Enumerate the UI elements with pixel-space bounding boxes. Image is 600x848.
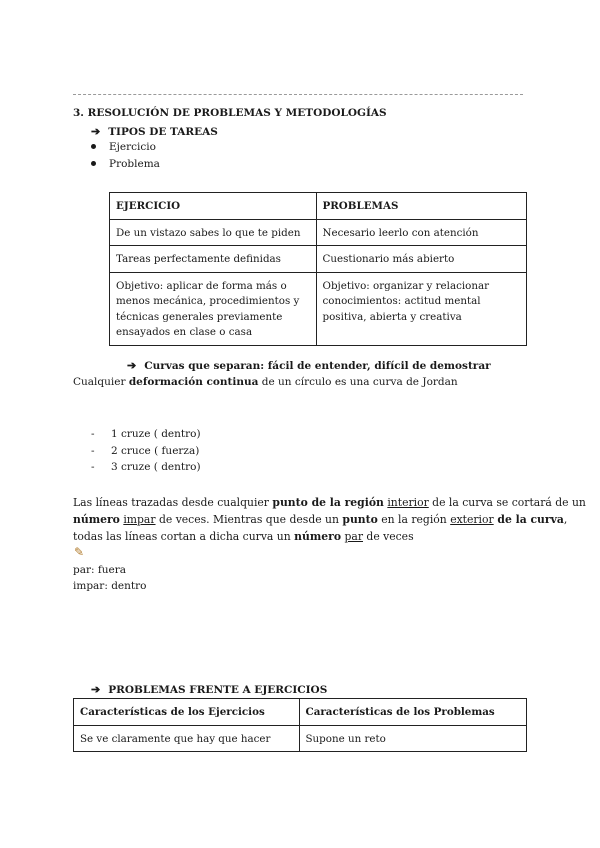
table-ejercicio-problemas xyxy=(109,192,527,346)
table-cell: Se ve claramente que hay que hacer xyxy=(74,725,300,752)
list-item-text: 2 cruce ( fuerza) xyxy=(111,445,200,457)
table-cell: Necesario leerlo con atención xyxy=(316,219,527,246)
table-cell: Objetivo: organizar y relacionar conocimientos: actitud mental positiva, abierta y creativa xyxy=(316,272,527,345)
bullet-text: Ejercicio xyxy=(109,141,156,153)
text-underlined: par xyxy=(344,530,363,543)
dashed-divider xyxy=(73,94,523,95)
text-bold: punto xyxy=(342,513,378,526)
table-cell: Objetivo: aplicar de forma más o menos mecánica, procedimientos y técnicas generales previamente ensayados en clase o casa xyxy=(110,272,317,345)
list-item-text: 1 cruze ( dentro) xyxy=(111,428,201,440)
bullet-item xyxy=(91,158,160,170)
dash-marker: - xyxy=(91,445,95,457)
jordan-line xyxy=(73,376,458,388)
text-bold: número xyxy=(294,530,342,543)
text-run: todas las líneas cortan a dicha curva un xyxy=(73,530,295,543)
dash-marker: - xyxy=(91,461,95,473)
text-bold: de la curva xyxy=(493,513,564,526)
table-header-cell: Características de los Ejercicios xyxy=(74,699,300,726)
paragraph-line-2 xyxy=(73,511,567,528)
table-row xyxy=(110,219,527,246)
bullet-dot-icon xyxy=(91,161,96,166)
table-row xyxy=(110,246,527,273)
text-run: Cualquier xyxy=(73,376,129,388)
bullet-item xyxy=(91,141,156,153)
curves-heading xyxy=(127,359,491,372)
text-bold: deformación continua xyxy=(128,376,259,388)
dash-marker: - xyxy=(91,428,95,440)
table-header-cell: EJERCICIO xyxy=(110,193,317,220)
text-underlined: interior xyxy=(387,496,429,509)
text-bold: punto de la región xyxy=(272,496,384,509)
section2-heading-text: PROBLEMAS FRENTE A EJERCICIOS xyxy=(108,684,328,696)
table-caracteristicas xyxy=(73,698,527,752)
table-cell: De un vistazo sabes lo que te piden xyxy=(110,219,317,246)
table-cell: Tareas perfectamente definidas xyxy=(110,246,317,273)
text-run: de un círculo es una curva de Jordan xyxy=(258,376,458,388)
table-header-row xyxy=(74,699,527,726)
text-bold: número xyxy=(73,513,120,526)
curves-heading-text: Curvas que separan: fácil de entender, difícil de demostrar xyxy=(144,360,491,372)
text-run: de la curva se cortará de un xyxy=(428,496,586,509)
text-run: en la región xyxy=(377,513,451,526)
arrow-icon: ➔ xyxy=(91,125,101,138)
table-cell: Supone un reto xyxy=(299,725,527,752)
paragraph-line-1 xyxy=(73,494,586,511)
note-par: par: fuera xyxy=(73,564,127,576)
section2-heading xyxy=(91,683,327,696)
list-item xyxy=(91,445,199,457)
table-row xyxy=(110,272,527,345)
arrow-icon: ➔ xyxy=(127,359,137,372)
section-heading: 3. RESOLUCIÓN DE PROBLEMAS Y METODOLOGÍAS xyxy=(73,107,387,119)
paragraph-line-3 xyxy=(73,528,414,545)
bullet-text: Problema xyxy=(109,158,160,170)
bullet-dot-icon xyxy=(91,144,96,149)
subheading-text: TIPOS DE TAREAS xyxy=(108,126,218,138)
text-underlined: exterior xyxy=(450,513,494,526)
pencil-memo-icon: ✎ xyxy=(74,545,85,559)
text-run: de veces xyxy=(362,530,414,543)
text-underlined: impar xyxy=(123,513,156,526)
list-item xyxy=(91,428,201,440)
table-cell: Cuestionario más abierto xyxy=(316,246,527,273)
list-item xyxy=(91,461,201,473)
text-run: de veces. Mientras que desde un xyxy=(155,513,343,526)
arrow-icon: ➔ xyxy=(91,683,101,696)
table-row xyxy=(74,725,527,752)
text-run: Las líneas trazadas desde cualquier xyxy=(73,496,273,509)
table-header-cell: PROBLEMAS xyxy=(316,193,527,220)
table-header-row xyxy=(110,193,527,220)
note-impar: impar: dentro xyxy=(73,580,147,592)
table-header-cell: Características de los Problemas xyxy=(299,699,527,726)
list-item-text: 3 cruze ( dentro) xyxy=(111,461,201,473)
subheading-tipos xyxy=(91,125,218,138)
text-run: , xyxy=(563,513,568,526)
